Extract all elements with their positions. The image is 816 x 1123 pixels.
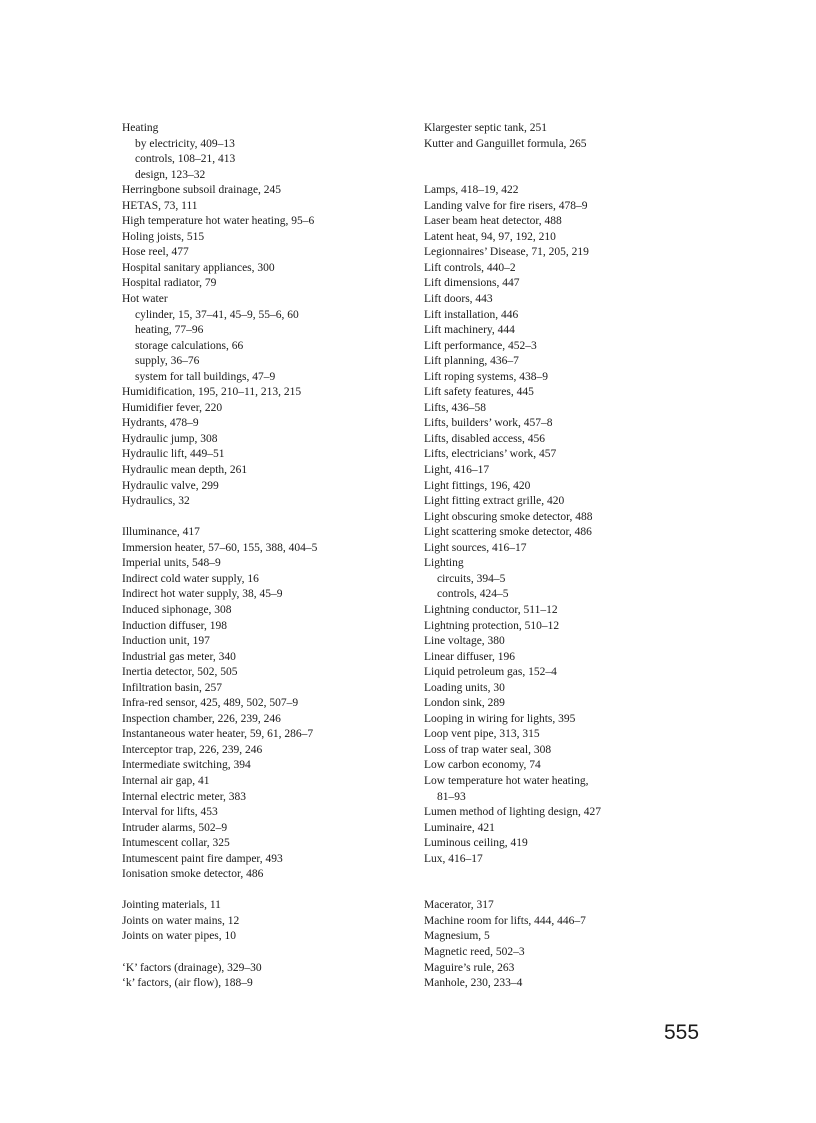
index-entry: Lift installation, 446 bbox=[424, 308, 519, 321]
index-entry: Liquid petroleum gas, 152–4 bbox=[424, 666, 557, 679]
index-entry: Inspection chamber, 226, 239, 246 bbox=[122, 712, 281, 725]
index-subentry: by electricity, 409–13 bbox=[135, 137, 235, 150]
index-entry: Infra-red sensor, 425, 489, 502, 507–9 bbox=[122, 697, 299, 710]
index-entry: Indirect cold water supply, 16 bbox=[122, 572, 259, 585]
index-subentry: supply, 36–76 bbox=[135, 355, 200, 368]
index-entry: Latent heat, 94, 97, 192, 210 bbox=[424, 230, 556, 243]
index-entry: Hydrants, 478–9 bbox=[122, 417, 199, 430]
index-entry: Hospital sanitary appliances, 300 bbox=[122, 261, 275, 274]
index-entry: Machine room for lifts, 444, 446–7 bbox=[424, 914, 586, 927]
index-entry: Hot water bbox=[122, 293, 168, 306]
index-entry: Loading units, 30 bbox=[424, 681, 505, 694]
index-subentry: cylinder, 15, 37–41, 45–9, 55–6, 60 bbox=[135, 308, 299, 321]
index-column-right bbox=[424, 121, 724, 992]
index-entry: Hose reel, 477 bbox=[122, 246, 189, 259]
index-entry: Laser beam heat detector, 488 bbox=[424, 215, 562, 228]
index-subentry: system for tall buildings, 47–9 bbox=[135, 370, 276, 383]
index-entry: Low temperature hot water heating, bbox=[424, 774, 589, 787]
index-entry: Industrial gas meter, 340 bbox=[122, 650, 236, 663]
index-entry: Lumen method of lighting design, 427 bbox=[424, 806, 601, 819]
index-subentry: controls, 424–5 bbox=[437, 588, 509, 601]
index-subentry: storage calculations, 66 bbox=[135, 339, 244, 352]
index-entry: High temperature hot water heating, 95–6 bbox=[122, 215, 315, 228]
index-entry: Illuminance, 417 bbox=[122, 526, 200, 539]
section-spacer bbox=[424, 152, 724, 183]
index-entry: Intumescent collar, 325 bbox=[122, 837, 230, 850]
index-entry: Hospital radiator, 79 bbox=[122, 277, 217, 290]
index-entry: Loss of trap water seal, 308 bbox=[424, 743, 552, 756]
index-entry: Hydraulic lift, 449–51 bbox=[122, 448, 225, 461]
index-entry: Interval for lifts, 453 bbox=[122, 806, 218, 819]
index-entry: Induced siphonage, 308 bbox=[122, 603, 232, 616]
index-entry: Hydraulic valve, 299 bbox=[122, 479, 219, 492]
index-subentry: design, 123–32 bbox=[135, 168, 206, 181]
index-entry: Linear diffuser, 196 bbox=[424, 650, 515, 663]
index-entry: Klargester septic tank, 251 bbox=[424, 122, 548, 134]
index-entry: Magnetic reed, 502–3 bbox=[424, 945, 525, 958]
index-subentry: heating, 77–96 bbox=[135, 324, 204, 337]
index-entry: Lift safety features, 445 bbox=[424, 386, 534, 399]
index-entry: Joints on water mains, 12 bbox=[122, 914, 240, 927]
index-entry: Lift roping systems, 438–9 bbox=[424, 370, 548, 383]
index-subentry: circuits, 394–5 bbox=[437, 572, 506, 585]
index-entry: Legionnaires’ Disease, 71, 205, 219 bbox=[424, 246, 589, 259]
index-entry: Hydraulic jump, 308 bbox=[122, 432, 218, 445]
index-entry: Lighting bbox=[424, 557, 464, 570]
index-entry: Lifts, 436–58 bbox=[424, 401, 486, 414]
index-entry: Light fitting extract grille, 420 bbox=[424, 495, 565, 508]
index-entry: Humidifier fever, 220 bbox=[122, 401, 223, 414]
index-entry: Intermediate switching, 394 bbox=[122, 759, 251, 772]
index-entry: Lightning conductor, 511–12 bbox=[424, 603, 558, 616]
index-entry: ‘K’ factors (drainage), 329–30 bbox=[122, 961, 262, 974]
index-entry: Induction unit, 197 bbox=[122, 635, 210, 648]
index-entry: Manhole, 230, 233–4 bbox=[424, 977, 523, 990]
index-entry: Light scattering smoke detector, 486 bbox=[424, 526, 592, 539]
index-entry: Lift planning, 436–7 bbox=[424, 355, 519, 368]
index-entry: Lift doors, 443 bbox=[424, 293, 493, 306]
index-entry: Infiltration basin, 257 bbox=[122, 681, 222, 694]
index-entry: Interceptor trap, 226, 239, 246 bbox=[122, 743, 263, 756]
index-entry: Lux, 416–17 bbox=[424, 852, 483, 865]
index-entry: Luminous ceiling, 419 bbox=[424, 837, 528, 850]
section-spacer bbox=[122, 510, 392, 526]
index-entry: Luminaire, 421 bbox=[424, 821, 495, 834]
section-spacer bbox=[122, 945, 392, 961]
index-entry: Lift dimensions, 447 bbox=[424, 277, 520, 290]
index-entry: Hydraulics, 32 bbox=[122, 495, 190, 508]
index-entry: Maguire’s rule, 263 bbox=[424, 961, 515, 974]
index-entry: Lift machinery, 444 bbox=[424, 324, 515, 337]
index-entry: Intumescent paint fire damper, 493 bbox=[122, 852, 283, 865]
index-entry: Internal electric meter, 383 bbox=[122, 790, 247, 803]
index-entry: Joints on water pipes, 10 bbox=[122, 930, 237, 943]
index-entry: Lifts, electricians’ work, 457 bbox=[424, 448, 557, 461]
index-entry: Loop vent pipe, 313, 315 bbox=[424, 728, 540, 741]
index-entry: Light fittings, 196, 420 bbox=[424, 479, 531, 492]
index-entry: Intruder alarms, 502–9 bbox=[122, 821, 228, 834]
index-entry: Lifts, disabled access, 456 bbox=[424, 432, 546, 445]
index-entry: Magnesium, 5 bbox=[424, 930, 490, 943]
index-entry: Inertia detector, 502, 505 bbox=[122, 666, 238, 679]
index-entry: Instantaneous water heater, 59, 61, 286–7 bbox=[122, 728, 314, 741]
index-entry: Lightning protection, 510–12 bbox=[424, 619, 560, 632]
index-entry: Line voltage, 380 bbox=[424, 635, 505, 648]
index-entry: Heating bbox=[122, 122, 159, 134]
index-entry: Lamps, 418–19, 422 bbox=[424, 184, 519, 197]
index-entry: Lift performance, 452–3 bbox=[424, 339, 537, 352]
index-entry: Internal air gap, 41 bbox=[122, 774, 210, 787]
index-subentry: controls, 108–21, 413 bbox=[135, 153, 236, 166]
index-entry-continuation: 81–93 bbox=[437, 790, 466, 803]
index-entry: Kutter and Ganguillet formula, 265 bbox=[424, 137, 587, 150]
index-entry: Herringbone subsoil drainage, 245 bbox=[122, 184, 282, 197]
index-entry: Lift controls, 440–2 bbox=[424, 261, 516, 274]
index-entry: ‘k’ factors, (air flow), 188–9 bbox=[122, 977, 253, 990]
index-entry: Humidification, 195, 210–11, 213, 215 bbox=[122, 386, 302, 399]
index-entry: Light obscuring smoke detector, 488 bbox=[424, 510, 593, 523]
index-entry: Lifts, builders’ work, 457–8 bbox=[424, 417, 553, 430]
index-entry: Light sources, 416–17 bbox=[424, 541, 527, 554]
index-column-left bbox=[122, 121, 392, 992]
index-entry: Light, 416–17 bbox=[424, 464, 490, 477]
index-entry: Indirect hot water supply, 38, 45–9 bbox=[122, 588, 283, 601]
index-entry: Looping in wiring for lights, 395 bbox=[424, 712, 576, 725]
index-entry: Macerator, 317 bbox=[424, 899, 494, 912]
index-entry: Low carbon economy, 74 bbox=[424, 759, 541, 772]
index-entry: Induction diffuser, 198 bbox=[122, 619, 228, 632]
index-entry: HETAS, 73, 111 bbox=[122, 199, 198, 212]
section-spacer bbox=[424, 867, 724, 898]
index-entry: Hydraulic mean depth, 261 bbox=[122, 464, 248, 477]
index-entry: Landing valve for fire risers, 478–9 bbox=[424, 199, 588, 212]
index-entry: Jointing materials, 11 bbox=[122, 899, 221, 912]
page-number: 555 bbox=[664, 1021, 700, 1044]
index-entry: London sink, 289 bbox=[424, 697, 505, 710]
index-entry: Holing joists, 515 bbox=[122, 230, 205, 243]
index-entry: Immersion heater, 57–60, 155, 388, 404–5 bbox=[122, 541, 318, 554]
index-entry: Imperial units, 548–9 bbox=[122, 557, 221, 570]
index-entry: Ionisation smoke detector, 486 bbox=[122, 868, 264, 881]
section-spacer bbox=[122, 883, 392, 899]
